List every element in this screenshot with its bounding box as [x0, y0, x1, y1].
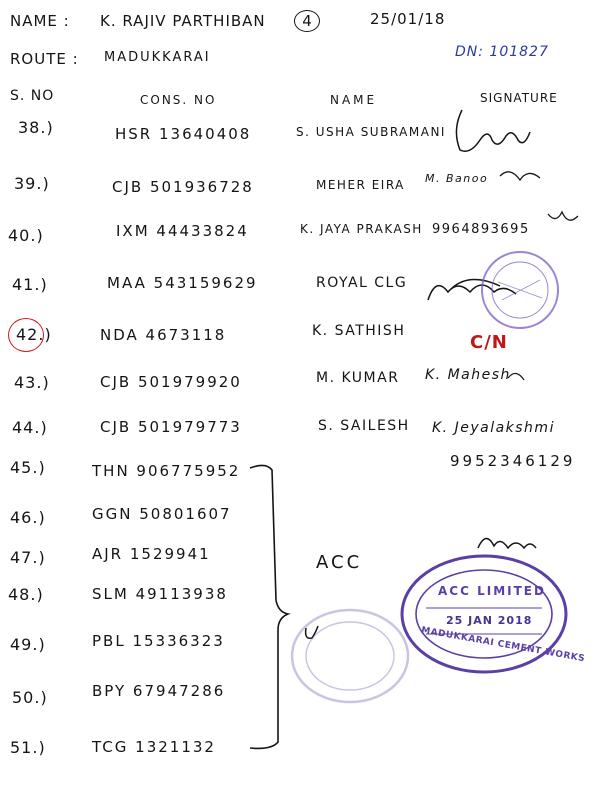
row-40-cons: IXM 44433824 — [116, 222, 249, 240]
col-sno-header: S. NO — [10, 88, 55, 104]
row-40-name: K. JAYA PRAKASH — [300, 222, 423, 236]
row-45-sno: 45.) — [10, 458, 46, 477]
row-48-sno: 48.) — [8, 585, 44, 604]
signature-row43-icon — [508, 373, 524, 380]
route-value: MADUKKARAI — [104, 50, 211, 65]
signature-row41-icon — [428, 279, 516, 300]
phone-line: 9952346129 — [450, 452, 576, 470]
college-stamp-icon — [482, 252, 558, 328]
cn-mark: C/N — [470, 332, 508, 353]
row-51-cons: TCG 1321132 — [92, 738, 216, 756]
acc-stamp-bottom-text: MADUKKARAI CEMENT WORKS — [420, 625, 586, 665]
row-45-cons: THN 906775952 — [92, 462, 241, 480]
row-49-sno: 49.) — [10, 635, 46, 654]
row-43-name: M. KUMAR — [316, 370, 400, 386]
row-42-cons: NDA 4673118 — [100, 326, 227, 344]
row-49-cons: PBL 15336323 — [92, 632, 225, 650]
row-41-name: ROYAL CLG — [316, 275, 408, 291]
name-label: NAME : — [10, 12, 70, 30]
row-39-name: MEHER EIRA — [316, 178, 405, 192]
row-46-cons: GGN 50801607 — [92, 505, 232, 523]
route-label: ROUTE : — [10, 50, 79, 68]
acc-stamp-top-text: ACC LIMITED — [438, 584, 546, 598]
row-51-sno: 51.) — [10, 738, 46, 757]
row-42-name: K. SATHISH — [312, 323, 406, 339]
row-44-extra: K. Jeyalakshmi — [432, 420, 555, 436]
row-39-sno: 39.) — [14, 174, 50, 193]
bracket-icon — [250, 465, 288, 748]
row-43-extra: K. Mahesh — [425, 367, 511, 383]
acc-label: ACC — [316, 552, 363, 573]
sheet-date: 25/01/18 — [370, 10, 446, 28]
signature-row39-icon — [500, 172, 540, 180]
row-47-sno: 47.) — [10, 548, 46, 567]
col-cons-header: CONS. NO — [140, 93, 217, 107]
row-48-cons: SLM 49113938 — [92, 585, 228, 603]
dn-note: DN: 101827 — [455, 44, 549, 60]
row-39-extra: M. Banoo — [425, 172, 489, 185]
sheet-number: 4 — [294, 10, 320, 32]
row-41-sno: 41.) — [12, 275, 48, 294]
row-38-name: S. USHA SUBRAMANI — [296, 125, 446, 139]
row-44-sno: 44.) — [12, 418, 48, 437]
row-47-cons: AJR 1529941 — [92, 545, 211, 563]
signature-row38-icon — [456, 110, 530, 151]
row-50-cons: BPY 67947286 — [92, 682, 226, 700]
signature-acc-icon — [478, 538, 536, 548]
col-name-header: NAME — [330, 93, 378, 107]
row-46-sno: 46.) — [10, 508, 46, 527]
row-40-extra: 9964893695 — [432, 222, 530, 237]
row-50-sno: 50.) — [12, 688, 48, 707]
row-41-cons: MAA 543159629 — [107, 274, 258, 292]
acc-stamp-date: 25 JAN 2018 — [446, 614, 533, 627]
col-signature-header: SIGNATURE — [480, 91, 558, 105]
courier-name: K. RAJIV PARTHIBAN — [100, 12, 266, 30]
row-44-cons: CJB 501979773 — [100, 418, 242, 436]
check-mark-icon — [306, 626, 318, 638]
row-42-sno: 42.) — [16, 325, 52, 344]
row-43-cons: CJB 501979920 — [100, 373, 242, 391]
row-43-sno: 43.) — [14, 373, 50, 392]
row-38-cons: HSR 13640408 — [115, 125, 252, 143]
row-40-sno: 40.) — [8, 226, 44, 245]
signature-row40-icon — [548, 212, 578, 220]
row-39-cons: CJB 501936728 — [112, 178, 254, 196]
row-38-sno: 38.) — [18, 118, 54, 137]
row-44-name: S. SAILESH — [318, 418, 410, 434]
faint-stamp-icon — [292, 610, 408, 702]
